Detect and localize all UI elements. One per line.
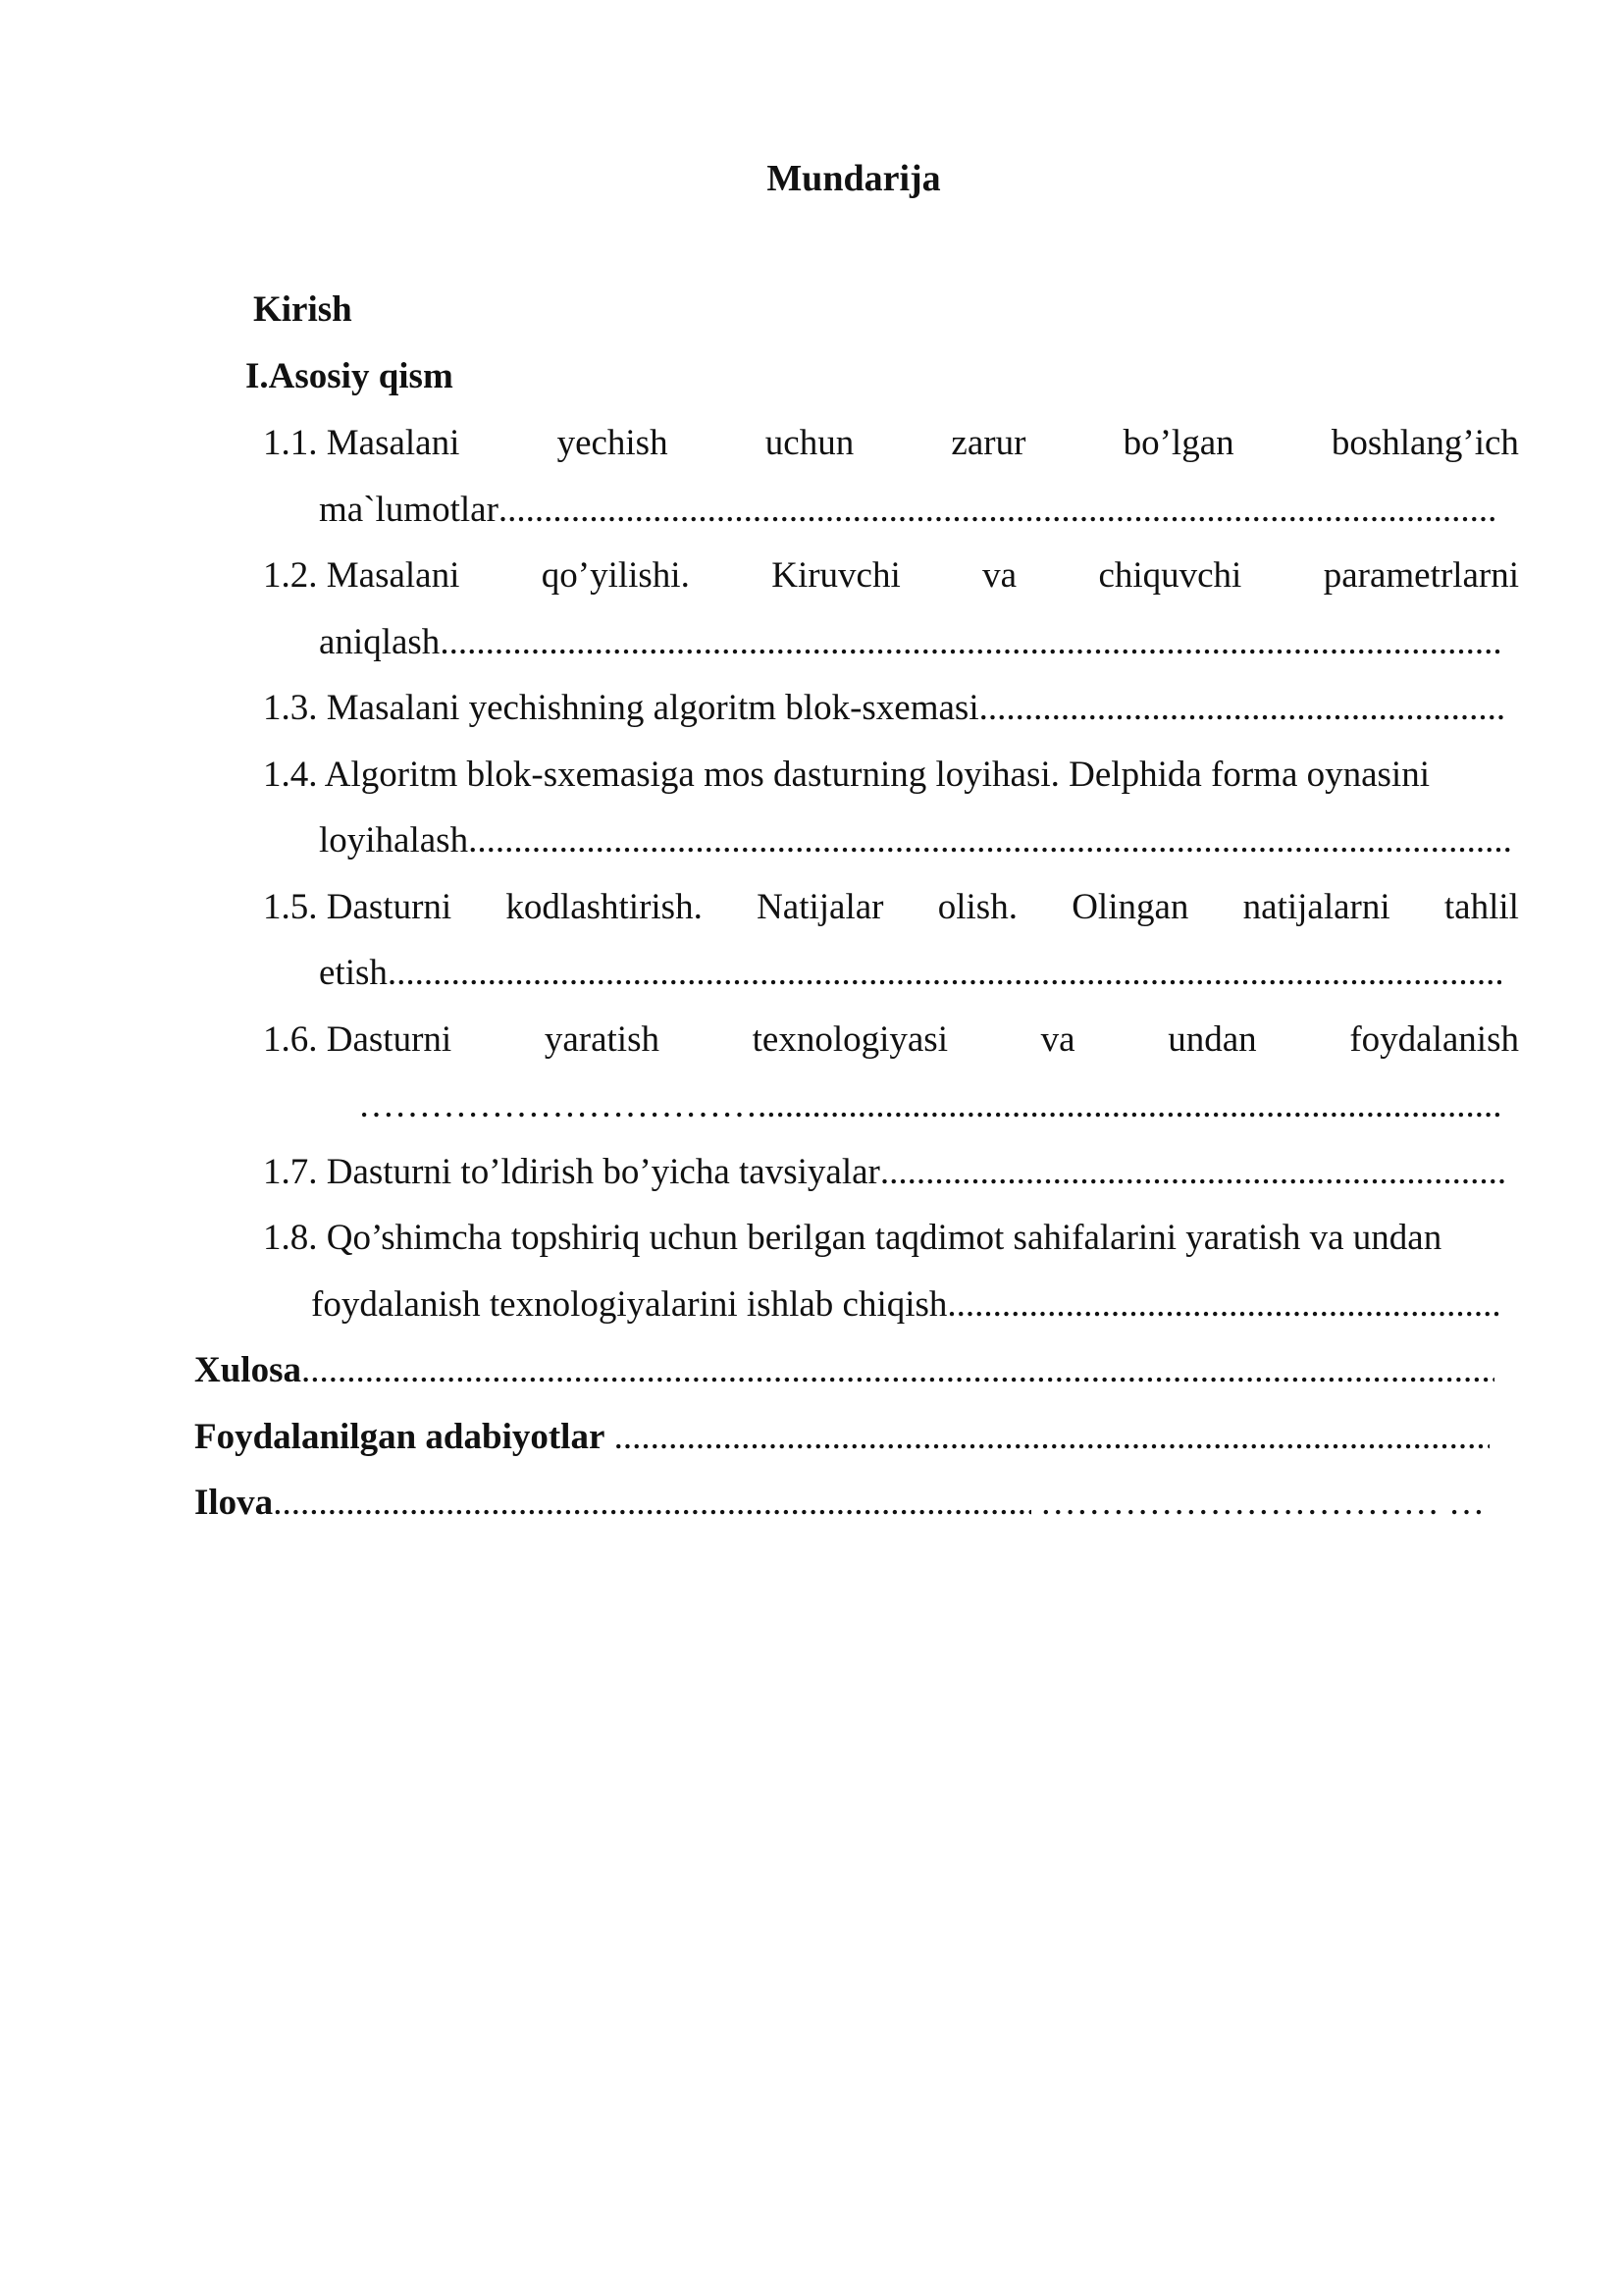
toc-leader — [301, 1348, 1494, 1393]
toc-number: 1.6. — [263, 1019, 318, 1060]
toc-word: uchun — [764, 423, 855, 463]
toc-entry-1-1 — [263, 421, 1519, 466]
toc-leader — [947, 1282, 1501, 1328]
toc-entry-xulosa — [194, 1348, 1494, 1393]
toc-entry-1-8 — [263, 1216, 1524, 1261]
toc-word: boshlang’ich — [1331, 423, 1519, 463]
toc-number: 1.5. — [263, 887, 318, 927]
toc-text: Ilova — [194, 1483, 274, 1523]
toc-word: kodlashtirish. — [505, 887, 703, 927]
toc-leader — [440, 620, 1501, 665]
toc-leader — [979, 686, 1504, 731]
toc-word: yechish — [556, 423, 668, 463]
toc-entry-1-2-cont — [319, 620, 1501, 665]
toc-entry-1-3 — [263, 686, 1504, 731]
toc-text: Masalani yechishning algoritm blok-sxemasi — [326, 688, 979, 728]
toc-word: Kiruvchi — [771, 555, 901, 596]
toc-word: qo’yilishi. — [541, 555, 690, 596]
toc-word: Dasturni — [326, 887, 452, 927]
toc-word: va — [982, 555, 1018, 596]
toc-entry-1-6 — [263, 1017, 1519, 1063]
toc-entry-adabiyotlar — [194, 1415, 1490, 1460]
toc-entry-1-5 — [263, 885, 1519, 930]
toc-entry-section-1: I.Asosiy qism — [245, 356, 453, 396]
toc-entry-1-1-cont — [319, 488, 1496, 533]
toc-leader — [498, 488, 1496, 533]
toc-word: Masalani — [326, 555, 460, 596]
toc-text: aniqlash — [319, 622, 441, 662]
toc-title: Mundarija — [766, 158, 941, 199]
toc-text: ma`lumotlar — [319, 490, 498, 530]
toc-word: Natijalar — [757, 887, 884, 927]
toc-word: parametrlarni — [1323, 555, 1519, 596]
toc-word: foydalanish — [1349, 1019, 1519, 1060]
toc-leader-tail: …………………………… … — [1039, 1483, 1485, 1523]
toc-number: 1.3. — [263, 688, 318, 728]
toc-word: Dasturni — [326, 1019, 452, 1060]
toc-word: zarur — [951, 423, 1026, 463]
toc-text: Foydalanilgan adabiyotlar — [194, 1417, 605, 1457]
toc-number: 1.2. — [263, 555, 318, 596]
toc-leader — [388, 951, 1501, 996]
toc-entry-1-4-cont — [319, 818, 1511, 863]
toc-word: chiquvchi — [1098, 555, 1242, 596]
toc-word: Olingan — [1072, 887, 1189, 927]
toc-text: foydalanish texnologiyalarini ishlab chiqish — [311, 1284, 948, 1325]
toc-text: Qo’shimcha topshiriq uchun berilgan taqdimot sahifalarini yaratish va undan — [326, 1218, 1442, 1258]
toc-word: olish. — [937, 887, 1018, 927]
toc-entry-ilova — [194, 1481, 1485, 1526]
toc-number: 1.1. — [263, 423, 318, 463]
toc-word: Masalani — [326, 423, 460, 463]
toc-entry-1-5-cont — [319, 951, 1501, 996]
toc-entry-kirish: Kirish — [253, 289, 352, 330]
toc-entry-1-4 — [263, 753, 1524, 798]
toc-entry-1-2 — [263, 553, 1519, 599]
toc-number: 1.8. — [263, 1218, 318, 1258]
toc-word: natijalarni — [1242, 887, 1390, 927]
toc-word: undan — [1168, 1019, 1257, 1060]
toc-leader — [880, 1150, 1504, 1195]
toc-leader — [614, 1415, 1490, 1460]
toc-word: bo’lgan — [1123, 423, 1234, 463]
toc-text: ……………………………. — [358, 1085, 767, 1125]
toc-leader — [468, 818, 1511, 863]
toc-text: Dasturni to’ldirish bo’yicha tavsiyalar — [326, 1152, 880, 1192]
toc-leader — [273, 1481, 1030, 1526]
toc-leader — [766, 1083, 1501, 1128]
toc-text: Xulosa — [194, 1350, 301, 1390]
toc-entry-1-8-cont — [311, 1282, 1501, 1328]
toc-entry-1-6-cont — [358, 1083, 1501, 1128]
toc-text: loyihalash — [319, 820, 469, 861]
toc-word: va — [1040, 1019, 1075, 1060]
toc-text: etish — [319, 953, 388, 993]
toc-text: Algoritm blok-sxemasiga mos dasturning loyihasi. Delphida forma oynasini — [324, 755, 1430, 795]
toc-number: 1.7. — [263, 1152, 318, 1192]
toc-word: texnologiyasi — [752, 1019, 948, 1060]
toc-word: tahlil — [1443, 887, 1519, 927]
toc-number: 1.4. — [263, 755, 318, 795]
toc-entry-1-7 — [263, 1150, 1504, 1195]
toc-word: yaratish — [544, 1019, 659, 1060]
